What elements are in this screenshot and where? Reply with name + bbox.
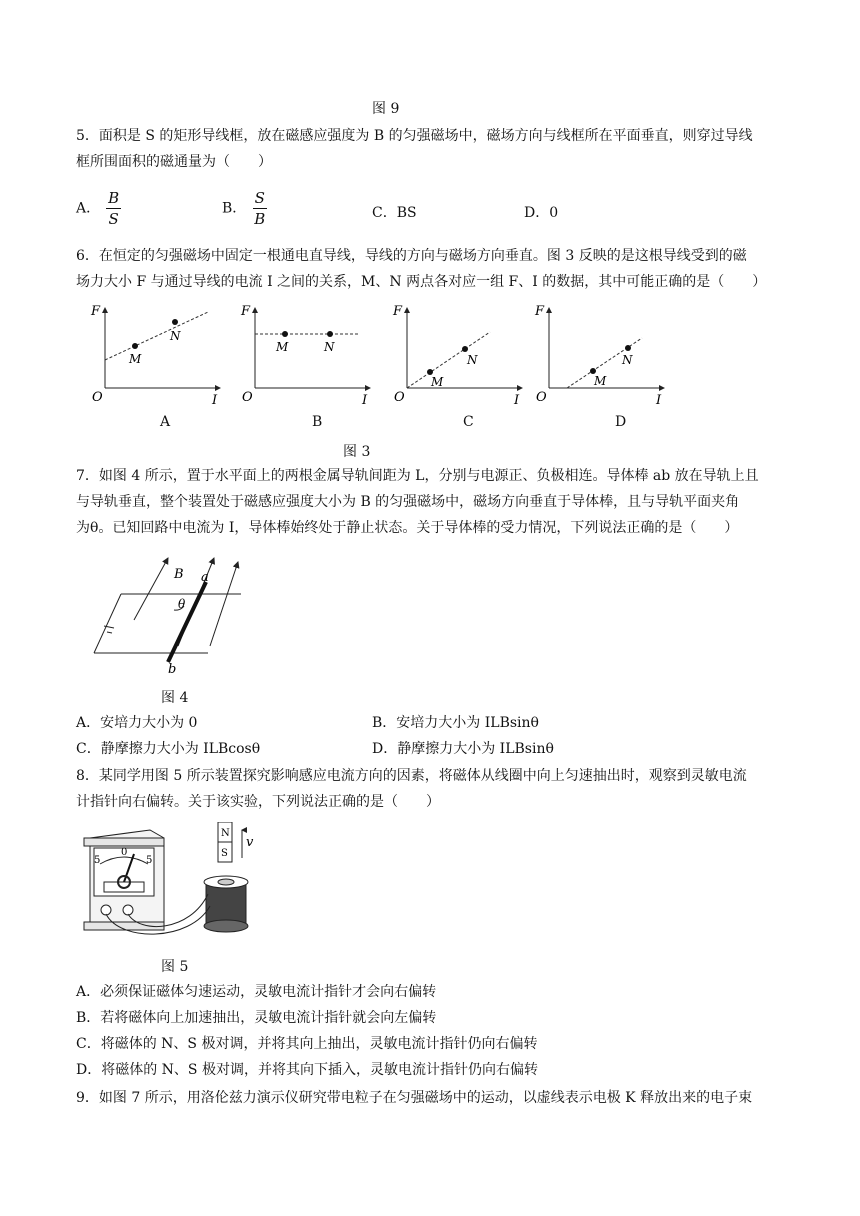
q6-sub-label-a: A xyxy=(160,414,171,430)
coil-bottom xyxy=(204,920,248,932)
graph-d-f-label: F xyxy=(535,304,545,319)
q5-option-b-denominator: B xyxy=(254,210,266,228)
graph-b-m-label: M xyxy=(276,340,289,354)
q8-option-c: C．将磁体的 N、S 极对调，并将其向上抽出，灵敏电流计指针仍向右偏转 xyxy=(76,1036,538,1052)
graph-a-i-label: I xyxy=(212,393,218,408)
graph-d-n-label: N xyxy=(622,353,633,367)
scale-right-label: 5 xyxy=(146,855,153,866)
graph-c-f-label: F xyxy=(393,304,403,319)
q7-stem-line2: 与导轨垂直，整个装置处于磁感应强度大小为 B 的匀强磁场中，磁场方向垂直于导体棒，且与导轨平面夹角 xyxy=(76,494,740,510)
q6-fig3-caption: 图 3 xyxy=(343,444,371,460)
terminal-right xyxy=(123,905,133,915)
graph-b-origin-label: O xyxy=(242,390,253,405)
graph-a-point-n xyxy=(172,319,178,325)
graph-b-n-label: N xyxy=(324,340,335,354)
graph-c-origin-label: O xyxy=(394,390,405,405)
q7-option-b: B．安培力大小为 ILBsinθ xyxy=(372,715,539,731)
graph-b-point-m xyxy=(282,331,288,337)
q5-option-d: D．0 xyxy=(524,205,559,221)
q5-option-a-label: A． xyxy=(76,200,101,217)
rod-end-a-label: a xyxy=(201,570,209,585)
magnet-n-label: N xyxy=(221,828,230,839)
galvanometer-top xyxy=(84,838,164,846)
graph-c-n-label: N xyxy=(467,353,478,367)
graph-b-f-label: F xyxy=(241,304,251,319)
q5-option-b xyxy=(222,188,267,229)
q5-option-b-label: B． xyxy=(222,200,247,217)
q6-graph-c xyxy=(390,300,530,410)
graph-d-i-label: I xyxy=(656,393,662,408)
q7-stem-line3: 为θ。已知回路中电流为 I，导体棒始终处于静止状态。关于导体棒的受力情况，下列说法正确的是（ ） xyxy=(76,520,739,536)
angle-theta-label: θ xyxy=(178,597,186,611)
q5-option-b-fraction xyxy=(252,188,267,229)
graph-d-point-n xyxy=(625,345,631,351)
q8-fig5-galvanometer-diagram xyxy=(80,822,280,950)
q9-stem-line1: 9．如图 7 所示，用洛伦兹力演示仪研究带电粒子在匀强磁场中的运动，以虚线表示电极 K 释放出来的电子束 xyxy=(76,1090,753,1106)
coil-body xyxy=(206,882,246,926)
graph-a-m-label: M xyxy=(129,352,142,366)
q7-option-a: A．安培力大小为 0 xyxy=(76,715,198,731)
q7-option-c: C．静摩擦力大小为 ILBcosθ xyxy=(76,741,261,757)
q5-option-a-denominator: S xyxy=(108,210,119,228)
q5-option-b-numerator: S xyxy=(254,189,265,207)
q6-stem-line1: 6．在恒定的匀强磁场中固定一根通电直导线，导线的方向与磁场方向垂直。图 3 反映的是这根导线受到的磁 xyxy=(76,248,747,264)
q6-graph-a xyxy=(88,300,228,410)
rail-connector xyxy=(94,594,121,653)
graph-a-f-label: F xyxy=(91,304,101,319)
graph-b-point-n xyxy=(327,331,333,337)
scale-left-label: 5 xyxy=(94,855,101,866)
q5-stem-line1: 5．面积是 S 的矩形导线框，放在磁感应强度为 B 的匀强磁场中，磁场方向与线框所在平面垂直，则穿过导线 xyxy=(76,128,753,144)
q7-stem-line1: 7．如图 4 所示，置于水平面上的两根金属导轨间距为 L，分别与电源正、负极相连。导体棒 ab 放在导轨上且 xyxy=(76,468,759,484)
coil-hole xyxy=(218,879,234,885)
rod-end-b-label: b xyxy=(168,662,177,677)
battery-plate-short xyxy=(107,632,112,633)
magnet-s-label: S xyxy=(221,848,228,859)
q6-sub-label-d: D xyxy=(615,414,627,430)
q7-fig4-caption: 图 4 xyxy=(161,690,189,706)
field-b-label: B xyxy=(174,567,184,582)
q8-fig5-caption: 图 5 xyxy=(161,959,189,975)
q8-option-a: A．必须保证磁体匀速运动，灵敏电流计指针才会向右偏转 xyxy=(76,984,437,1000)
graph-a-origin-label: O xyxy=(92,390,103,405)
q8-option-b: B．若将磁体向上加速抽出，灵敏电流计指针就会向左偏转 xyxy=(76,1010,437,1026)
graph-a-point-m xyxy=(132,343,138,349)
q8-stem-line1: 8．某同学用图 5 所示装置探究影响感应电流方向的因素，将磁体从线圈中向上匀速抽出时，观察到灵敏电流 xyxy=(76,768,747,784)
q5-option-a-fraction xyxy=(106,188,121,229)
q6-sub-label-c: C xyxy=(463,414,474,430)
scale-mid-label: 0 xyxy=(121,847,128,858)
graph-c-i-label: I xyxy=(514,393,520,408)
q6-graph-d xyxy=(532,300,672,410)
q6-graph-b xyxy=(238,300,378,410)
q6-sub-label-b: B xyxy=(312,414,323,430)
q5-option-c: C．BS xyxy=(372,205,417,221)
graph-c-dashed-line xyxy=(407,332,490,388)
terminal-left xyxy=(101,905,111,915)
q5-option-a-numerator: B xyxy=(108,189,120,207)
q8-stem-line2: 计指针向右偏转。关于该实验，下列说法正确的是（ ） xyxy=(76,794,440,810)
q5-option-a xyxy=(76,188,121,229)
q5-stem-line2: 框所围面积的磁通量为（ ） xyxy=(76,154,272,170)
q7-option-d: D．静摩擦力大小为 ILBsinθ xyxy=(372,741,554,757)
graph-d-origin-label: O xyxy=(536,390,547,405)
q6-stem-line2: 场力大小 F 与通过导线的电流 I 之间的关系，M、N 两点各对应一组 F、I 的数据，其中可能正确的是（ ） xyxy=(76,274,767,290)
graph-c-m-label: M xyxy=(431,375,444,389)
graph-b-i-label: I xyxy=(362,393,368,408)
fig9-caption: 图 9 xyxy=(372,101,400,117)
graph-d-m-label: M xyxy=(594,374,607,388)
graph-a-n-label: N xyxy=(170,329,181,343)
velocity-v-label: v xyxy=(246,835,254,850)
q7-fig4-rails-diagram xyxy=(86,548,256,678)
graph-a-dashed-line xyxy=(105,312,208,360)
field-line-3 xyxy=(210,562,238,646)
graph-c-point-n xyxy=(462,346,468,352)
q8-option-d: D．将磁体的 N、S 极对调，并将其向下插入，灵敏电流计指针仍向右偏转 xyxy=(76,1062,538,1078)
field-line-1 xyxy=(134,558,168,620)
